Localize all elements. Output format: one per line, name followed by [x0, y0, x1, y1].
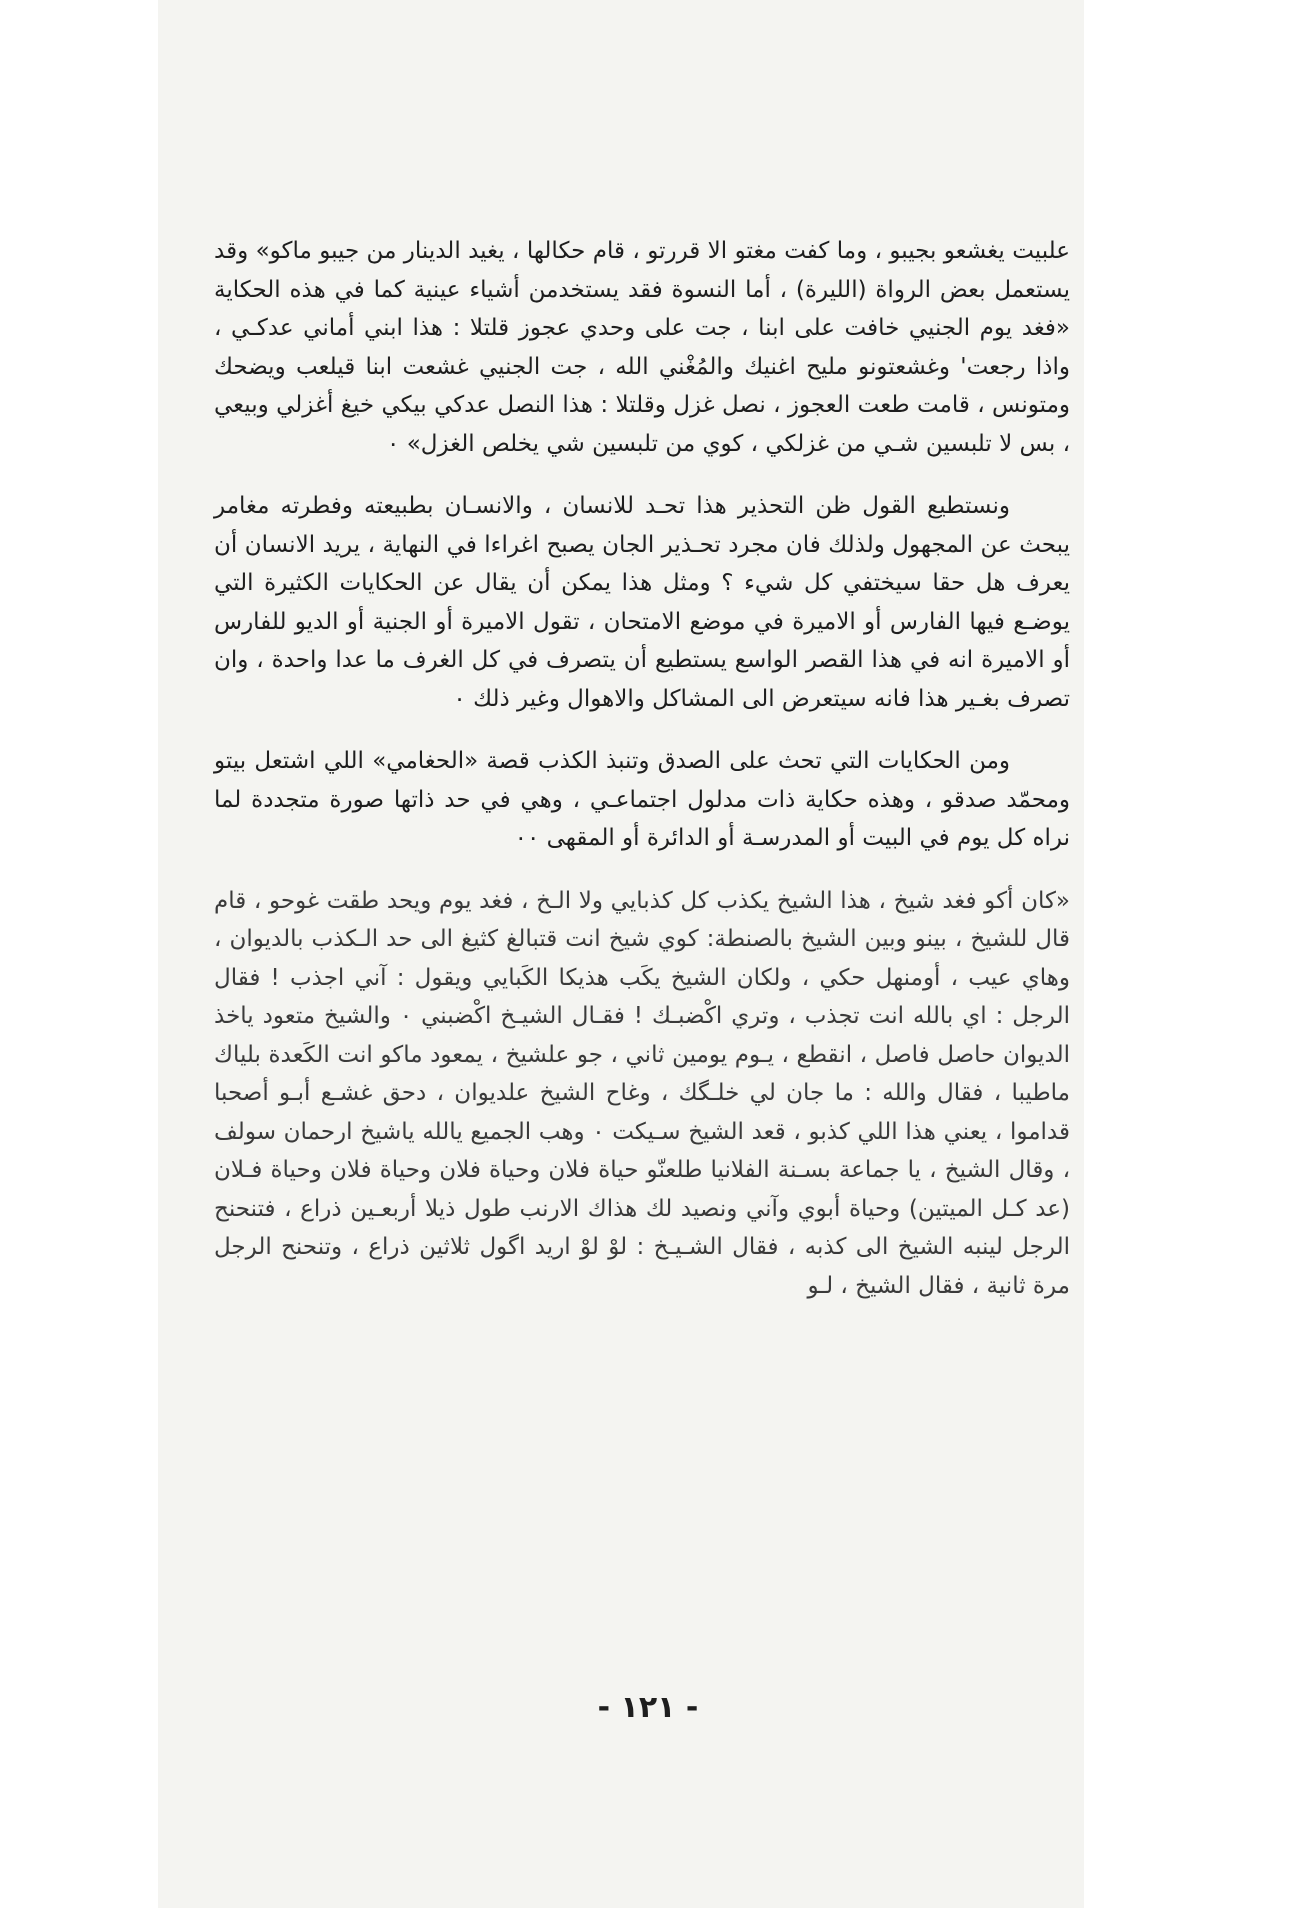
page-number: - ١٢١ - — [597, 1690, 699, 1725]
paragraph-1: علبيت يغشعو بجيبو ، وما كفت مغتو الا قررتو ، قام حكالها ، يغيد الدينار من جيبو ماكو» وقد يستعمل بعض الرواة (الليرة) ، أما النسوة فقد يستخدمن أشياء عينية كما في هذه الحكاية «فغد يوم الجنيي خافت على ابنا ، جت على وحدي عجوز قلتلا : هذا ابني أماني عدكـي ، واذا رجعت' وغشعتونو مليح اغنيك والمُغْني الله ، جت الجنيي غشعت ابنا قيلعب ويضحك ومتونس ، قامت طعت العجوز ، نصل غزل وقلتلا : هذا النصل عدكي بيكي خيغ أغزلي وبيعي ، بس لا تلبسين شـي من غزلكي ، كوي من تلبسين شي يخلص الغزل» ٠ — [214, 238, 1070, 457]
paragraph-3: ومن الحكايات التي تحث على الصدق وتنبذ الكذب قصة «الحغامي» اللي اشتعل بيتو ومحمّد صدقو ، وهذه حكاية ذات مدلول اجتماعـي ، وهي في حد ذاتها صورة متجددة لما نراه كل يوم في البيت أو المدرسـة أو الدائرة أو المقهى ٠٠ — [214, 748, 1070, 851]
paragraph-2: ونستطيع القول ظن التحذير هذا تحـد للانسان ، والانسـان بطبيعته وفطرته مغامر يبحث عن المجهول ولذلك فان مجرد تحـذير الجان يصبح اغراءا في النهاية ، يريد الانسان أن يعرف هل حقا سيختفي كل شيء ؟ ومثل هذا يمكن أن يقال عن الحكايات الكثيرة التي يوضـع فيها الفارس أو الاميرة في موضع الامتحان ، تقول الاميرة أو الجنية أو الديو للفارس أو الاميرة انه في هذا القصر الواسع يستطيع أن يتصرف في كل الغرف ما عدا واحدة ، وان تصرف بغـير هذا فانه سيتعرض الى المشاكل والاهوال وغير ذلك ٠ — [214, 493, 1070, 712]
page-body-text — [214, 232, 1070, 1305]
paragraph-4: «كان أكو فغد شيخ ، هذا الشيخ يكذب كل كذبايي ولا الـخ ، فغد يوم ويحد طقت غوحو ، قام قال للشيخ ، بينو وبين الشيخ بالصنطة: كوي شيخ انت قتبالغ كثيغ الى حد الـكذب بالديوان ، وهاي عيب ، أومنهل حكي ، ولكان الشيخ يكَب هذيكا الكَبايي ويقول : آني اجذب ! فقال الرجل : اي بالله انت تجذب ، وتري اكْضبـك ! فقـال الشيـخ اكْضبني ٠ والشيخ متعود ياخذ الديوان حاصل فاصل ، انقطع ، يـوم يومين ثاني ، جو علشيخ ، يمعود ماكو انت الكَعدة بلياك ماطيبا ، فقال والله : ما جان لي خلـگك ، وغاح الشيخ علديوان ، دحق غشـع أبـو أصحبا قداموا ، يعني هذا اللي كذبو ، قعد الشيخ سـيكت ٠ وهب الجميع يالله ياشيخ ارحمان سولف ، وقال الشيخ ، يا جماعة بسـنة الفلانيا طلعنّو حياة فلان وحياة فلان وحياة فلان وحياة فـلان (عد كـل الميتين) وحياة أبوي وآني ونصيد لك هذاك الارنب طول ذيلا أربعـين ذراع ، فتنحنح الرجل لينبه الشيخ الى كذبه ، فقال الشـيـخ : لوْ لوْ اريد اگول ثلاثين ذراع ، وتنحنح الرجل مرة ثانية ، فقال الشيخ ، لـو — [214, 887, 1070, 1299]
